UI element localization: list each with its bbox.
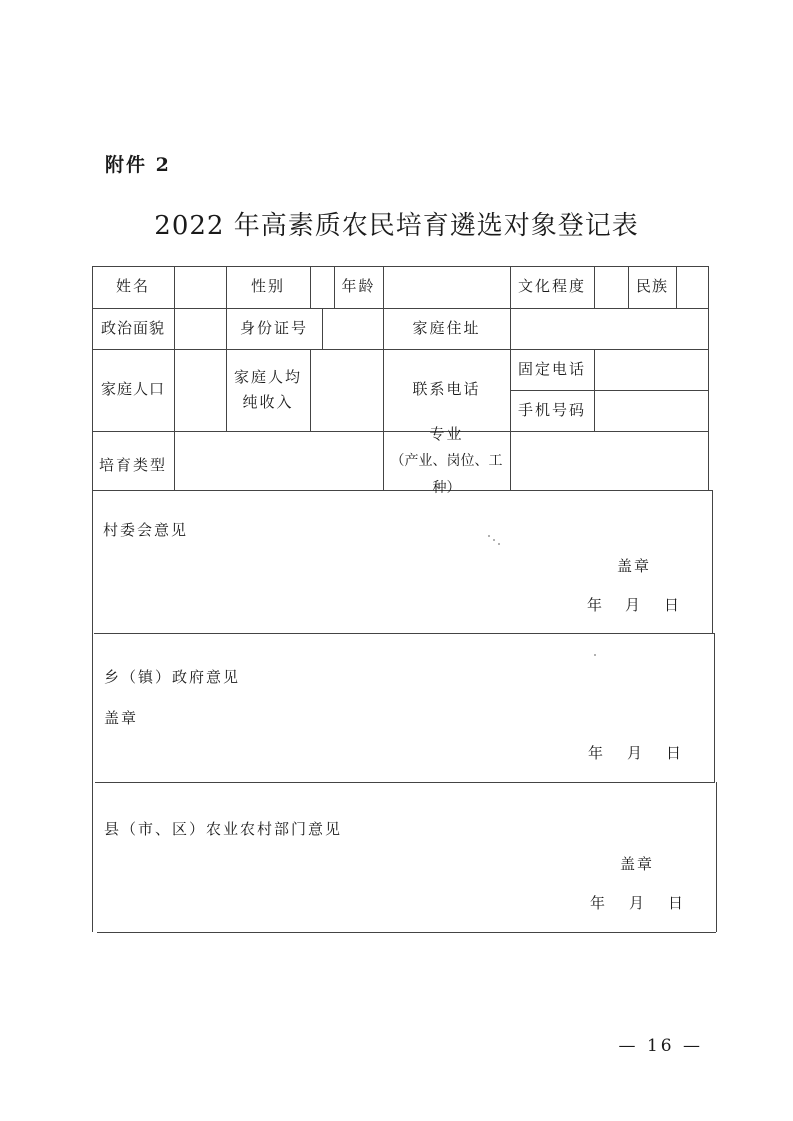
page-number: — 16 — xyxy=(618,1036,703,1056)
label-name: 姓名 xyxy=(115,277,150,296)
col-divider xyxy=(310,266,311,308)
county-date-day: 日 xyxy=(668,894,686,912)
township-date-day: 日 xyxy=(666,744,684,762)
col-divider xyxy=(322,308,323,349)
income-line-1: 家庭人均 xyxy=(233,367,302,386)
table-border-right xyxy=(716,782,717,932)
township-date-year: 年 xyxy=(588,744,606,762)
label-home-address: 家庭住址 xyxy=(412,318,481,337)
county-seal: 盖章 xyxy=(620,855,655,873)
table-border-right xyxy=(712,490,713,633)
section-divider xyxy=(94,633,714,634)
scan-speck xyxy=(498,543,500,545)
income-line-2: 纯收入 xyxy=(242,393,294,411)
col-divider xyxy=(676,266,677,308)
village-date-year: 年 xyxy=(587,596,605,614)
label-training-type: 培育类型 xyxy=(98,455,167,474)
scan-speck xyxy=(488,535,490,537)
label-contact-phone: 联系电话 xyxy=(412,380,481,399)
specialty-main: 专业 xyxy=(429,424,464,443)
county-date-month: 月 xyxy=(629,894,647,912)
scan-speck xyxy=(594,654,596,656)
label-gender: 性别 xyxy=(250,277,285,296)
col-divider xyxy=(594,266,595,308)
specialty-sub: （产业、岗位、工种） xyxy=(390,453,503,496)
village-seal: 盖章 xyxy=(617,557,652,575)
label-per-capita-income xyxy=(226,349,310,431)
table-border-right xyxy=(708,266,709,490)
col-divider xyxy=(594,349,595,431)
table-border-top xyxy=(92,266,708,267)
village-committee-opinion-label: 村委会意见 xyxy=(103,521,189,539)
col-divider xyxy=(174,266,175,308)
col-divider xyxy=(383,266,384,308)
table-border-right xyxy=(714,633,715,782)
col-divider xyxy=(310,349,311,431)
label-political-status: 政治面貌 xyxy=(100,318,165,337)
section-divider xyxy=(95,782,715,783)
village-date-month: 月 xyxy=(625,596,643,614)
county-date-year: 年 xyxy=(590,894,608,912)
label-ethnicity: 民族 xyxy=(635,277,668,296)
label-specialty xyxy=(383,424,510,496)
village-date-day: 日 xyxy=(664,596,682,614)
scan-speck xyxy=(493,539,495,541)
table-border-bottom xyxy=(97,932,716,933)
label-education: 文化程度 xyxy=(517,277,586,296)
col-divider xyxy=(174,308,175,431)
col-divider xyxy=(510,431,511,490)
col-divider xyxy=(174,431,175,490)
attachment-label: 附件 2 xyxy=(105,154,171,176)
label-household-size: 家庭人口 xyxy=(100,380,165,399)
township-date-month: 月 xyxy=(627,744,645,762)
label-age: 年龄 xyxy=(341,277,376,296)
page-title: 2022 年高素质农民培育遴选对象登记表 xyxy=(154,211,639,241)
county-agriculture-opinion-label: 县（市、区）农业农村部门意见 xyxy=(104,820,343,838)
label-mobile: 手机号码 xyxy=(517,400,586,419)
label-landline: 固定电话 xyxy=(517,359,586,378)
label-id-number: 身份证号 xyxy=(239,318,308,337)
township-seal: 盖章 xyxy=(104,709,139,727)
township-government-opinion-label: 乡（镇）政府意见 xyxy=(104,668,241,686)
